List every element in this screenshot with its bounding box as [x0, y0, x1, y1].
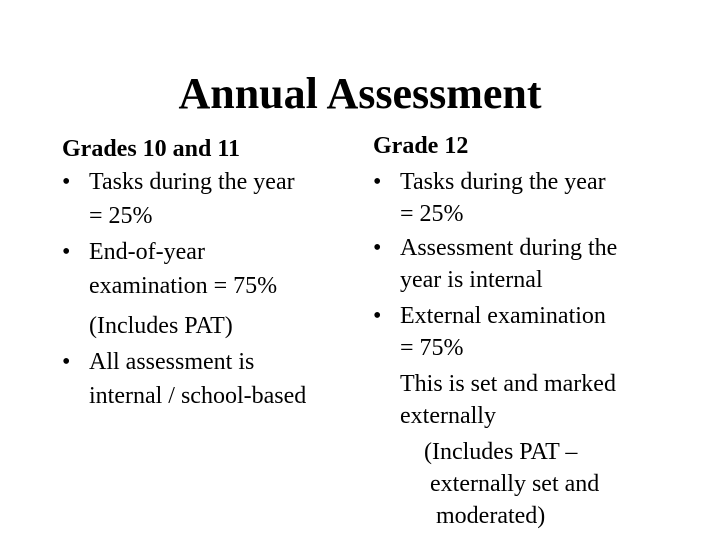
- column-heading: Grade 12: [373, 133, 469, 159]
- list-item: [62, 346, 362, 412]
- external-note-line: externally: [400, 403, 496, 429]
- list-item: [373, 232, 713, 296]
- list-item-line: All assessment is: [89, 349, 255, 375]
- list-item-line: Tasks during the year: [89, 169, 295, 195]
- bullet-icon: •: [62, 239, 71, 265]
- list-item-line: = 25%: [89, 203, 153, 229]
- bullet-icon: •: [62, 169, 71, 195]
- list-item-line: year is internal: [400, 267, 543, 293]
- pat-note-line: externally set and: [430, 471, 600, 497]
- list-item-line: internal / school-based: [89, 383, 307, 409]
- bullet-icon: •: [373, 169, 382, 195]
- external-note-line: This is set and marked: [400, 371, 616, 397]
- pat-note-line: moderated): [436, 503, 546, 529]
- bullet-icon: •: [62, 349, 71, 375]
- list-item-line: = 75%: [400, 335, 464, 361]
- slide-title: Annual Assessment: [178, 69, 542, 118]
- list-item: [373, 300, 713, 364]
- list-item: [373, 166, 713, 230]
- pat-note: (Includes PAT): [89, 313, 233, 339]
- bullet-icon: •: [373, 303, 382, 329]
- bullet-icon: •: [373, 235, 382, 261]
- list-item-line: Tasks during the year: [400, 169, 606, 195]
- list-item: [62, 166, 362, 232]
- list-item-line: = 25%: [400, 201, 464, 227]
- list-item-line: examination = 75%: [89, 273, 278, 299]
- column-heading: Grades 10 and 11: [62, 136, 241, 162]
- list-item-line: External examination: [400, 303, 606, 329]
- list-item: [62, 236, 362, 302]
- list-item-line: End-of-year: [89, 239, 205, 265]
- pat-note-line: (Includes PAT –: [424, 439, 578, 465]
- grades-10-11-column: [62, 133, 362, 412]
- grade-12-column: [373, 130, 713, 532]
- list-item-line: Assessment during the: [400, 235, 618, 261]
